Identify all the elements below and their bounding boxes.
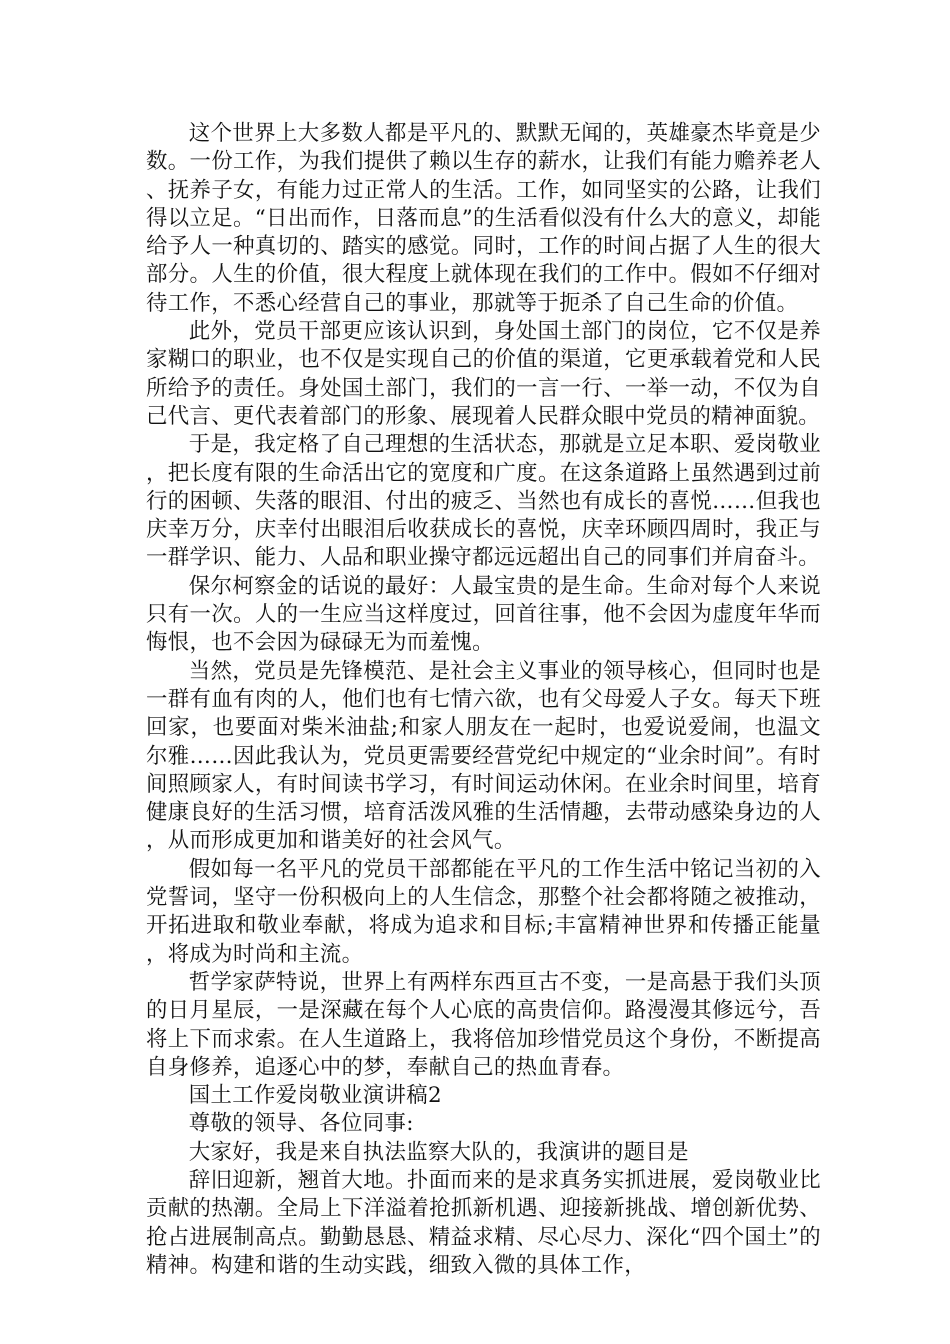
paragraph-7: 哲学家萨特说，世界上有两样东西亘古不变，一是高悬于我们头顶的日月星辰，一是深藏在每个人心底的高贵信仰。路漫漫其修远兮，吾将上下而求索。在人生道路上，我将倍加珍惜党员这个身份，不断提高自身修养，追逐心中的梦，奉献自己的热血青春。 [146, 969, 821, 1080]
salutation: 尊敬的领导、各位同事: [188, 1111, 414, 1137]
paragraph-3: 于是，我定格了自己理想的生活状态，那就是立足本职、爱岗敬业，把长度有限的生命活出它的宽度和广度。在这条道路上虽然遇到过前行的困顿、失落的眼泪、付出的疲乏、当然也有成长的喜悦……但我也庆幸万分，庆幸付出眼泪后收获成长的喜悦，庆幸环顾四周时，我正与一群学识、能力、人品和职业操守都远远超出自己的同事们并肩奋斗。 [146, 432, 821, 571]
greeting: 大家好，我是来自执法监察大队的，我演讲的题目是 [188, 1139, 689, 1165]
paragraph-1: 这个世界上大多数人都是平凡的、默默无闻的，英雄豪杰毕竟是少数。一份工作，为我们提供了赖以生存的薪水，让我们有能力赡养老人、抚养子女，有能力过正常人的生活。工作，如同坚实的公路，让我们得以立足。“日出而作，日落而息”的生活看似没有什么大的意义，却能给予人一种真切的、踏实的感觉。同时，工作的时间占据了人生的很大部分。人生的价值，很大程度上就体现在我们的工作中。假如不仔细对待工作，不悉心经营自己的事业，那就等于扼杀了自己生命的价值。 [146, 121, 821, 316]
document-body [146, 120, 821, 1280]
paragraph-8: 辞旧迎新，翘首大地。扑面而来的是求真务实抓进展，爱岗敬业比贡献的热潮。全局上下洋溢着抢抓新机遇、迎接新挑战、增创新优势、抢占进展制高点。勤勤恳恳、精益求精、尽心尽力、深化“四个国土”的精神。构建和谐的生动实践，细致入微的具体工作， [146, 1167, 821, 1278]
paragraph-2: 此外，党员干部更应该认识到，身处国土部门的岗位，它不仅是养家糊口的职业，也不仅是实现自己的价值的渠道，它更承载着党和人民所给予的责任。身处国土部门，我们的一言一行、一举一动，不仅为自己代言、更代表着部门的形象、展现着人民群众眼中党员的精神面貌。 [146, 319, 821, 429]
section-title: 国土工作爱岗敬业演讲稿2 [188, 1083, 442, 1109]
paragraph-5: 当然，党员是先锋模范、是社会主义事业的领导核心，但同时也是一群有血有肉的人，他们也有七情六欲，也有父母爱人子女。每天下班回家，也要面对柴米油盐;和家人朋友在一起时，也爱说爱闹，也温文尔雅……因此我认为，党员更需要经营党纪中规定的“业余时间”。有时间照顾家人，有时间读书学习，有时间运动休闲。在业余时间里，培育健康良好的生活习惯，培育活泼风雅的生活情趣，去带动感染身边的人，从而形成更加和谐美好的社会风气。 [146, 658, 821, 854]
paragraph-4: 保尔柯察金的话说的最好：人最宝贵的是生命。生命对每个人来说只有一次。人的一生应当这样度过，回首往事，他不会因为虚度年华而悔恨，也不会因为碌碌无为而羞愧。 [146, 573, 821, 656]
paragraph-6: 假如每一名平凡的党员干部都能在平凡的工作生活中铭记当初的入党誓词，坚守一份积极向上的人生信念，那整个社会都将随之被推动，开拓进取和敬业奉献，将成为追求和目标;丰富精神世界和传播正能量，将成为时尚和主流。 [146, 856, 821, 967]
